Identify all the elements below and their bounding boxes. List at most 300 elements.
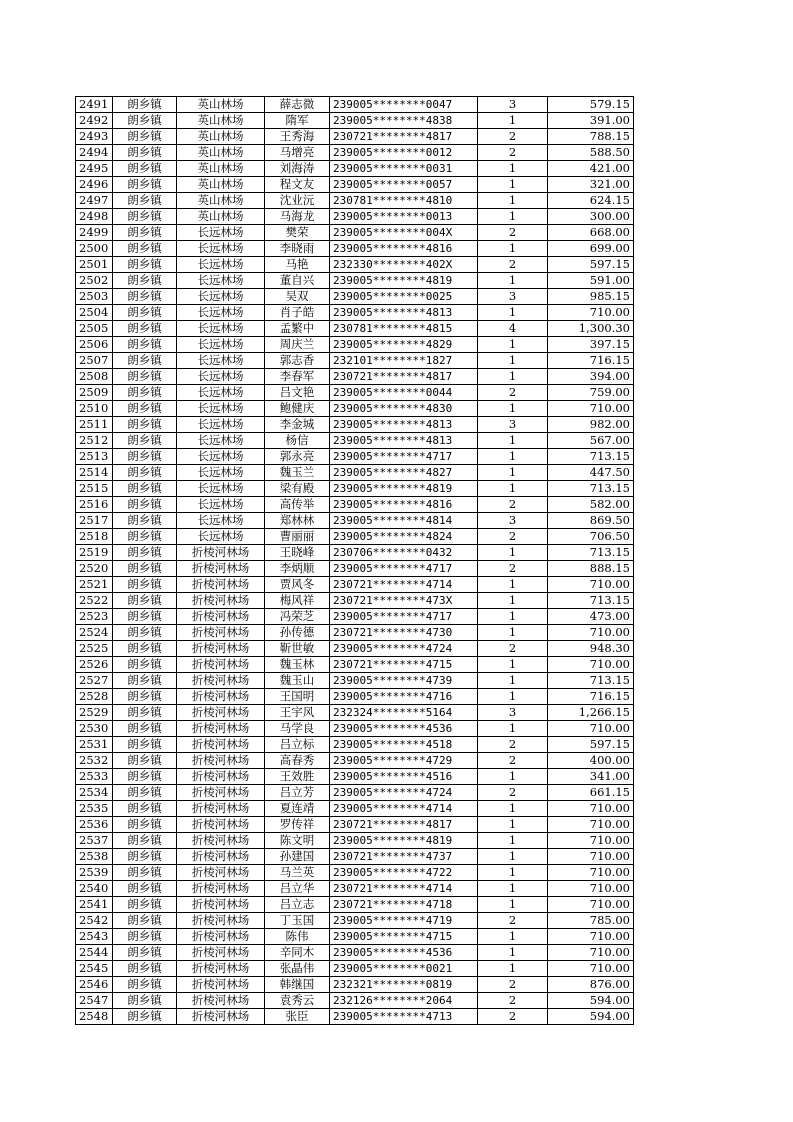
table-row [76, 113, 634, 129]
amount-cell: 710.00 [548, 817, 634, 833]
household-count-cell: 1 [478, 769, 548, 785]
forest-farm-cell: 折棱河林场 [177, 689, 265, 705]
id-number-cell: 230721********473X [330, 593, 478, 609]
town-cell: 朗乡镇 [113, 433, 177, 449]
forest-farm-cell: 长远林场 [177, 321, 265, 337]
name-cell: 吕立华 [265, 881, 330, 897]
id-number-cell: 239005********4819 [330, 273, 478, 289]
table-row [76, 945, 634, 961]
name-cell: 孙建国 [265, 849, 330, 865]
town-cell: 朗乡镇 [113, 273, 177, 289]
household-count-cell: 2 [478, 753, 548, 769]
row-number-cell: 2511 [76, 417, 113, 433]
forest-farm-cell: 折棱河林场 [177, 721, 265, 737]
name-cell: 丁玉国 [265, 913, 330, 929]
town-cell: 朗乡镇 [113, 865, 177, 881]
id-number-cell: 239005********4717 [330, 449, 478, 465]
id-number-cell: 239005********4536 [330, 721, 478, 737]
id-number-cell: 239005********0013 [330, 209, 478, 225]
town-cell: 朗乡镇 [113, 929, 177, 945]
amount-cell: 1,266.15 [548, 705, 634, 721]
household-count-cell: 2 [478, 145, 548, 161]
town-cell: 朗乡镇 [113, 625, 177, 641]
forest-farm-cell: 英山林场 [177, 145, 265, 161]
forest-farm-cell: 折棱河林场 [177, 769, 265, 785]
household-count-cell: 2 [478, 225, 548, 241]
name-cell: 贾风冬 [265, 577, 330, 593]
table-row [76, 513, 634, 529]
name-cell: 董自兴 [265, 273, 330, 289]
table-row [76, 929, 634, 945]
table-row [76, 257, 634, 273]
row-number-cell: 2518 [76, 529, 113, 545]
row-number-cell: 2512 [76, 433, 113, 449]
row-number-cell: 2525 [76, 641, 113, 657]
row-number-cell: 2499 [76, 225, 113, 241]
household-count-cell: 1 [478, 593, 548, 609]
table-row [76, 321, 634, 337]
name-cell: 吕立志 [265, 897, 330, 913]
household-count-cell: 4 [478, 321, 548, 337]
household-count-cell: 3 [478, 289, 548, 305]
row-number-cell: 2524 [76, 625, 113, 641]
table-row [76, 449, 634, 465]
forest-farm-cell: 折棱河林场 [177, 705, 265, 721]
household-count-cell: 2 [478, 993, 548, 1009]
amount-cell: 710.00 [548, 849, 634, 865]
household-count-cell: 1 [478, 897, 548, 913]
household-count-cell: 1 [478, 433, 548, 449]
table-row [76, 209, 634, 225]
forest-farm-cell: 英山林场 [177, 193, 265, 209]
forest-farm-cell: 折棱河林场 [177, 577, 265, 593]
table-row [76, 193, 634, 209]
row-number-cell: 2507 [76, 353, 113, 369]
row-number-cell: 2533 [76, 769, 113, 785]
table-row [76, 609, 634, 625]
town-cell: 朗乡镇 [113, 161, 177, 177]
name-cell: 郭永亮 [265, 449, 330, 465]
forest-farm-cell: 折棱河林场 [177, 785, 265, 801]
household-count-cell: 2 [478, 529, 548, 545]
table-row [76, 529, 634, 545]
table-row [76, 785, 634, 801]
amount-cell: 710.00 [548, 625, 634, 641]
amount-cell: 394.00 [548, 369, 634, 385]
household-count-cell: 2 [478, 641, 548, 657]
amount-cell: 706.50 [548, 529, 634, 545]
amount-cell: 713.15 [548, 673, 634, 689]
town-cell: 朗乡镇 [113, 849, 177, 865]
amount-cell: 473.00 [548, 609, 634, 625]
row-number-cell: 2509 [76, 385, 113, 401]
row-number-cell: 2540 [76, 881, 113, 897]
table-row [76, 561, 634, 577]
row-number-cell: 2545 [76, 961, 113, 977]
table-row [76, 481, 634, 497]
household-count-cell: 2 [478, 785, 548, 801]
name-cell: 张晶伟 [265, 961, 330, 977]
table-row [76, 769, 634, 785]
table-row [76, 753, 634, 769]
amount-cell: 597.15 [548, 737, 634, 753]
id-number-cell: 239005********4838 [330, 113, 478, 129]
town-cell: 朗乡镇 [113, 993, 177, 1009]
forest-farm-cell: 长远林场 [177, 513, 265, 529]
table-row [76, 705, 634, 721]
id-number-cell: 239005********4813 [330, 433, 478, 449]
amount-cell: 713.15 [548, 593, 634, 609]
amount-cell: 788.15 [548, 129, 634, 145]
row-number-cell: 2538 [76, 849, 113, 865]
id-number-cell: 239005********4715 [330, 929, 478, 945]
id-number-cell: 232126********2064 [330, 993, 478, 1009]
amount-cell: 710.00 [548, 881, 634, 897]
name-cell: 郭志香 [265, 353, 330, 369]
table-row [76, 161, 634, 177]
household-count-cell: 1 [478, 657, 548, 673]
row-number-cell: 2513 [76, 449, 113, 465]
forest-farm-cell: 长远林场 [177, 257, 265, 273]
table-row [76, 913, 634, 929]
row-number-cell: 2547 [76, 993, 113, 1009]
household-count-cell: 1 [478, 545, 548, 561]
table-row [76, 129, 634, 145]
row-number-cell: 2548 [76, 1009, 113, 1025]
household-count-cell: 1 [478, 865, 548, 881]
amount-cell: 985.15 [548, 289, 634, 305]
town-cell: 朗乡镇 [113, 193, 177, 209]
town-cell: 朗乡镇 [113, 225, 177, 241]
id-number-cell: 239005********0021 [330, 961, 478, 977]
row-number-cell: 2521 [76, 577, 113, 593]
table-row [76, 593, 634, 609]
table-row [76, 177, 634, 193]
id-number-cell: 230706********0432 [330, 545, 478, 561]
row-number-cell: 2546 [76, 977, 113, 993]
name-cell: 梁有殿 [265, 481, 330, 497]
forest-farm-cell: 长远林场 [177, 449, 265, 465]
id-number-cell: 239005********4819 [330, 481, 478, 497]
id-number-cell: 239005********4714 [330, 801, 478, 817]
name-cell: 王宇风 [265, 705, 330, 721]
name-cell: 隋军 [265, 113, 330, 129]
row-number-cell: 2505 [76, 321, 113, 337]
table-row [76, 417, 634, 433]
amount-cell: 591.00 [548, 273, 634, 289]
forest-farm-cell: 长远林场 [177, 401, 265, 417]
row-number-cell: 2496 [76, 177, 113, 193]
amount-cell: 397.15 [548, 337, 634, 353]
id-number-cell: 239005********4819 [330, 833, 478, 849]
forest-farm-cell: 折棱河林场 [177, 641, 265, 657]
id-number-cell: 230721********4718 [330, 897, 478, 913]
name-cell: 李春军 [265, 369, 330, 385]
row-number-cell: 2530 [76, 721, 113, 737]
forest-farm-cell: 折棱河林场 [177, 977, 265, 993]
name-cell: 吴双 [265, 289, 330, 305]
household-count-cell: 1 [478, 881, 548, 897]
forest-farm-cell: 长远林场 [177, 529, 265, 545]
row-number-cell: 2522 [76, 593, 113, 609]
name-cell: 薛志微 [265, 97, 330, 113]
row-number-cell: 2504 [76, 305, 113, 321]
household-count-cell: 1 [478, 449, 548, 465]
table-row [76, 833, 634, 849]
town-cell: 朗乡镇 [113, 881, 177, 897]
table-row [76, 497, 634, 513]
name-cell: 马兰英 [265, 865, 330, 881]
name-cell: 魏玉兰 [265, 465, 330, 481]
forest-farm-cell: 折棱河林场 [177, 609, 265, 625]
row-number-cell: 2500 [76, 241, 113, 257]
id-number-cell: 239005********0012 [330, 145, 478, 161]
id-number-cell: 239005********4824 [330, 529, 478, 545]
row-number-cell: 2494 [76, 145, 113, 161]
amount-cell: 594.00 [548, 1009, 634, 1025]
forest-farm-cell: 长远林场 [177, 241, 265, 257]
amount-cell: 710.00 [548, 657, 634, 673]
forest-farm-cell: 长远林场 [177, 465, 265, 481]
forest-farm-cell: 英山林场 [177, 129, 265, 145]
town-cell: 朗乡镇 [113, 561, 177, 577]
table-row [76, 721, 634, 737]
id-number-cell: 239005********0044 [330, 385, 478, 401]
id-number-cell: 239005********0031 [330, 161, 478, 177]
town-cell: 朗乡镇 [113, 945, 177, 961]
row-number-cell: 2542 [76, 913, 113, 929]
forest-farm-cell: 折棱河林场 [177, 849, 265, 865]
name-cell: 曹丽丽 [265, 529, 330, 545]
name-cell: 韩继国 [265, 977, 330, 993]
row-number-cell: 2492 [76, 113, 113, 129]
table-row [76, 977, 634, 993]
amount-cell: 713.15 [548, 449, 634, 465]
id-number-cell: 239005********4717 [330, 609, 478, 625]
table-row [76, 801, 634, 817]
name-cell: 程文友 [265, 177, 330, 193]
forest-farm-cell: 长远林场 [177, 417, 265, 433]
forest-farm-cell: 英山林场 [177, 161, 265, 177]
household-count-cell: 1 [478, 273, 548, 289]
town-cell: 朗乡镇 [113, 753, 177, 769]
name-cell: 李金城 [265, 417, 330, 433]
town-cell: 朗乡镇 [113, 257, 177, 273]
table-row [76, 241, 634, 257]
row-number-cell: 2491 [76, 97, 113, 113]
table-row [76, 849, 634, 865]
town-cell: 朗乡镇 [113, 833, 177, 849]
forest-farm-cell: 长远林场 [177, 289, 265, 305]
table-row [76, 657, 634, 673]
forest-farm-cell: 折棱河林场 [177, 881, 265, 897]
household-count-cell: 1 [478, 161, 548, 177]
row-number-cell: 2526 [76, 657, 113, 673]
household-count-cell: 1 [478, 673, 548, 689]
amount-cell: 400.00 [548, 753, 634, 769]
amount-cell: 588.50 [548, 145, 634, 161]
household-count-cell: 1 [478, 689, 548, 705]
forest-farm-cell: 长远林场 [177, 497, 265, 513]
id-number-cell: 239005********4729 [330, 753, 478, 769]
id-number-cell: 239005********0047 [330, 97, 478, 113]
household-count-cell: 1 [478, 577, 548, 593]
row-number-cell: 2519 [76, 545, 113, 561]
name-cell: 马增亮 [265, 145, 330, 161]
amount-cell: 341.00 [548, 769, 634, 785]
name-cell: 马学良 [265, 721, 330, 737]
town-cell: 朗乡镇 [113, 321, 177, 337]
amount-cell: 710.00 [548, 577, 634, 593]
id-number-cell: 239005********0057 [330, 177, 478, 193]
amount-cell: 597.15 [548, 257, 634, 273]
table-body [76, 97, 634, 1025]
amount-cell: 982.00 [548, 417, 634, 433]
amount-cell: 710.00 [548, 897, 634, 913]
town-cell: 朗乡镇 [113, 353, 177, 369]
forest-farm-cell: 长远林场 [177, 305, 265, 321]
id-number-cell: 239005********4816 [330, 241, 478, 257]
amount-cell: 567.00 [548, 433, 634, 449]
name-cell: 陈伟 [265, 929, 330, 945]
data-table [75, 96, 634, 1025]
amount-cell: 579.15 [548, 97, 634, 113]
town-cell: 朗乡镇 [113, 657, 177, 673]
name-cell: 袁秀云 [265, 993, 330, 1009]
table-row [76, 1009, 634, 1025]
name-cell: 辛同木 [265, 945, 330, 961]
household-count-cell: 1 [478, 721, 548, 737]
household-count-cell: 1 [478, 961, 548, 977]
forest-farm-cell: 长远林场 [177, 225, 265, 241]
id-number-cell: 230721********4714 [330, 881, 478, 897]
town-cell: 朗乡镇 [113, 417, 177, 433]
name-cell: 王秀海 [265, 129, 330, 145]
town-cell: 朗乡镇 [113, 1009, 177, 1025]
table-row [76, 289, 634, 305]
town-cell: 朗乡镇 [113, 913, 177, 929]
household-count-cell: 1 [478, 241, 548, 257]
id-number-cell: 230721********4817 [330, 129, 478, 145]
table-row [76, 641, 634, 657]
row-number-cell: 2535 [76, 801, 113, 817]
id-number-cell: 239005********4816 [330, 497, 478, 513]
town-cell: 朗乡镇 [113, 785, 177, 801]
id-number-cell: 239005********4722 [330, 865, 478, 881]
id-number-cell: 239005********4716 [330, 689, 478, 705]
amount-cell: 699.00 [548, 241, 634, 257]
id-number-cell: 239005********4516 [330, 769, 478, 785]
row-number-cell: 2506 [76, 337, 113, 353]
forest-farm-cell: 折棱河林场 [177, 993, 265, 1009]
name-cell: 马艳 [265, 257, 330, 273]
id-number-cell: 239005********4724 [330, 785, 478, 801]
name-cell: 吕立标 [265, 737, 330, 753]
id-number-cell: 239005********4739 [330, 673, 478, 689]
household-count-cell: 1 [478, 609, 548, 625]
household-count-cell: 2 [478, 977, 548, 993]
amount-cell: 594.00 [548, 993, 634, 1009]
row-number-cell: 2528 [76, 689, 113, 705]
row-number-cell: 2495 [76, 161, 113, 177]
household-count-cell: 1 [478, 929, 548, 945]
town-cell: 朗乡镇 [113, 689, 177, 705]
amount-cell: 710.00 [548, 945, 634, 961]
row-number-cell: 2497 [76, 193, 113, 209]
row-number-cell: 2516 [76, 497, 113, 513]
table-row [76, 673, 634, 689]
name-cell: 吕文艳 [265, 385, 330, 401]
amount-cell: 391.00 [548, 113, 634, 129]
forest-farm-cell: 折棱河林场 [177, 753, 265, 769]
town-cell: 朗乡镇 [113, 145, 177, 161]
town-cell: 朗乡镇 [113, 513, 177, 529]
household-count-cell: 2 [478, 561, 548, 577]
name-cell: 刘海涛 [265, 161, 330, 177]
table-row [76, 545, 634, 561]
name-cell: 罗传祥 [265, 817, 330, 833]
household-count-cell: 1 [478, 337, 548, 353]
row-number-cell: 2529 [76, 705, 113, 721]
town-cell: 朗乡镇 [113, 209, 177, 225]
row-number-cell: 2510 [76, 401, 113, 417]
id-number-cell: 230721********4714 [330, 577, 478, 593]
household-count-cell: 1 [478, 625, 548, 641]
name-cell: 肖子皓 [265, 305, 330, 321]
forest-farm-cell: 折棱河林场 [177, 593, 265, 609]
forest-farm-cell: 折棱河林场 [177, 625, 265, 641]
table-row [76, 737, 634, 753]
household-count-cell: 1 [478, 353, 548, 369]
id-number-cell: 239005********4830 [330, 401, 478, 417]
table-row [76, 993, 634, 1009]
id-number-cell: 239005********4829 [330, 337, 478, 353]
row-number-cell: 2536 [76, 817, 113, 833]
table-row [76, 369, 634, 385]
household-count-cell: 1 [478, 193, 548, 209]
household-count-cell: 1 [478, 465, 548, 481]
forest-farm-cell: 长远林场 [177, 433, 265, 449]
name-cell: 高传举 [265, 497, 330, 513]
name-cell: 吕立芳 [265, 785, 330, 801]
forest-farm-cell: 折棱河林场 [177, 929, 265, 945]
town-cell: 朗乡镇 [113, 737, 177, 753]
amount-cell: 888.15 [548, 561, 634, 577]
household-count-cell: 1 [478, 177, 548, 193]
name-cell: 梅风祥 [265, 593, 330, 609]
id-number-cell: 230781********4810 [330, 193, 478, 209]
id-number-cell: 239005********4536 [330, 945, 478, 961]
household-count-cell: 1 [478, 481, 548, 497]
table-row [76, 225, 634, 241]
name-cell: 张臣 [265, 1009, 330, 1025]
row-number-cell: 2527 [76, 673, 113, 689]
amount-cell: 710.00 [548, 833, 634, 849]
forest-farm-cell: 英山林场 [177, 97, 265, 113]
town-cell: 朗乡镇 [113, 385, 177, 401]
town-cell: 朗乡镇 [113, 609, 177, 625]
household-count-cell: 1 [478, 833, 548, 849]
table-row [76, 881, 634, 897]
id-number-cell: 232101********1827 [330, 353, 478, 369]
amount-cell: 421.00 [548, 161, 634, 177]
row-number-cell: 2543 [76, 929, 113, 945]
id-number-cell: 230721********4737 [330, 849, 478, 865]
id-number-cell: 230781********4815 [330, 321, 478, 337]
amount-cell: 710.00 [548, 865, 634, 881]
name-cell: 王国明 [265, 689, 330, 705]
amount-cell: 716.15 [548, 353, 634, 369]
